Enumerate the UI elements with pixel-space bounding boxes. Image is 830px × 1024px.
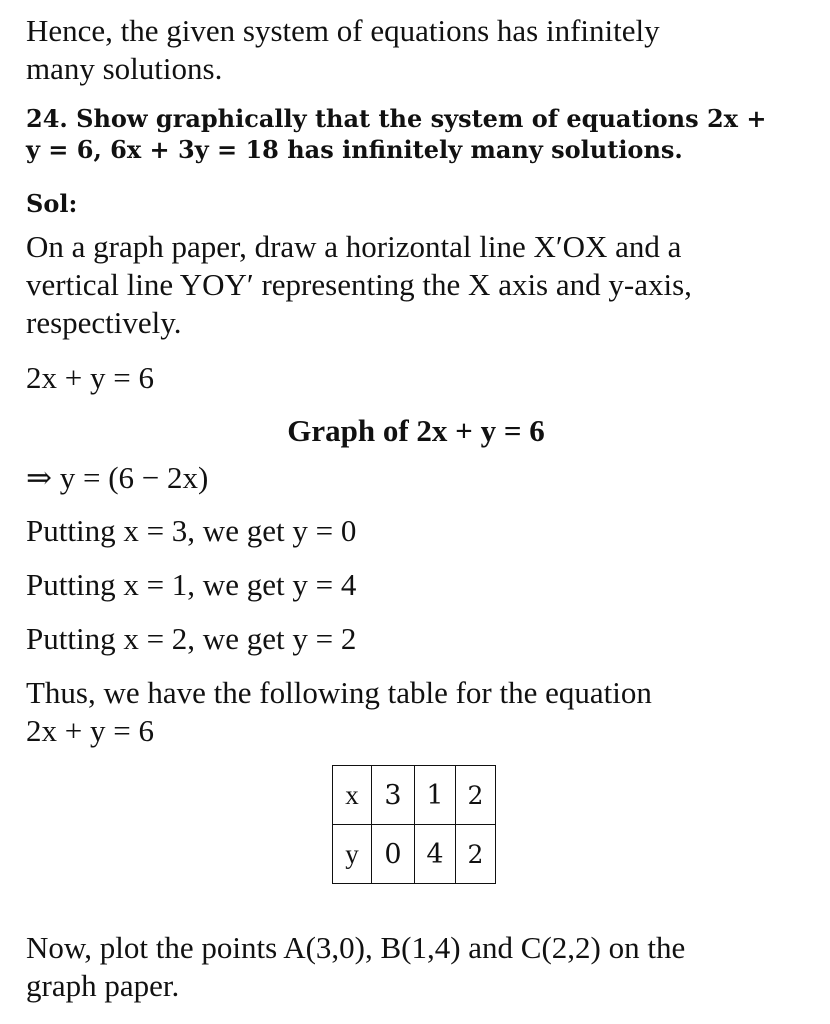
previous-conclusion — [26, 12, 660, 88]
intro-line-3: respectively. — [26, 305, 182, 340]
table-cell: y — [333, 825, 372, 884]
table-cell: 2 — [456, 825, 496, 884]
table-row — [333, 766, 496, 825]
table-intro — [26, 674, 652, 750]
table-cell: x — [333, 766, 372, 825]
table-cell: 3 — [372, 766, 415, 825]
question-line-1: 24. Show graphically that the system of equations 2x + — [26, 104, 767, 133]
intro-line-2: vertical line YOY′ representing the X axis and y-axis, — [26, 267, 692, 302]
table-cell: 0 — [372, 825, 415, 884]
putting-line-2: Putting x = 1, we get y = 4 — [26, 567, 357, 602]
plot-line-2: graph paper. — [26, 968, 180, 1003]
rearranged-equation: ⇒ y = (6 − 2x) — [26, 460, 209, 495]
graph-heading: Graph of 2x + y = 6 — [287, 413, 545, 448]
table-intro-line-2: 2x + y = 6 — [26, 713, 154, 748]
table-cell: 1 — [415, 766, 456, 825]
table-row — [333, 825, 496, 884]
intro-line-1: On a graph paper, draw a horizontal line X′OX and a — [26, 229, 682, 264]
intro-paragraph — [26, 228, 692, 342]
previous-conclusion-line-2: many solutions. — [26, 51, 223, 86]
table-cell: 4 — [415, 825, 456, 884]
putting-line-3: Putting x = 2, we get y = 2 — [26, 621, 357, 656]
equation-line: 2x + y = 6 — [26, 360, 154, 395]
values-table — [332, 765, 496, 884]
putting-line-1: Putting x = 3, we get y = 0 — [26, 513, 357, 548]
previous-conclusion-line-1: Hence, the given system of equations has infinitely — [26, 13, 660, 48]
table-intro-line-1: Thus, we have the following table for the equation — [26, 675, 652, 710]
question-24 — [26, 103, 766, 165]
question-line-2: y = 6, 6x + 3y = 18 has infinitely many solutions. — [26, 135, 683, 164]
plot-line-1: Now, plot the points A(3,0), B(1,4) and C(2,2) on the — [26, 930, 686, 965]
table-cell: 2 — [456, 766, 496, 825]
sol-label: Sol: — [26, 189, 78, 218]
plot-instruction — [26, 929, 685, 1005]
